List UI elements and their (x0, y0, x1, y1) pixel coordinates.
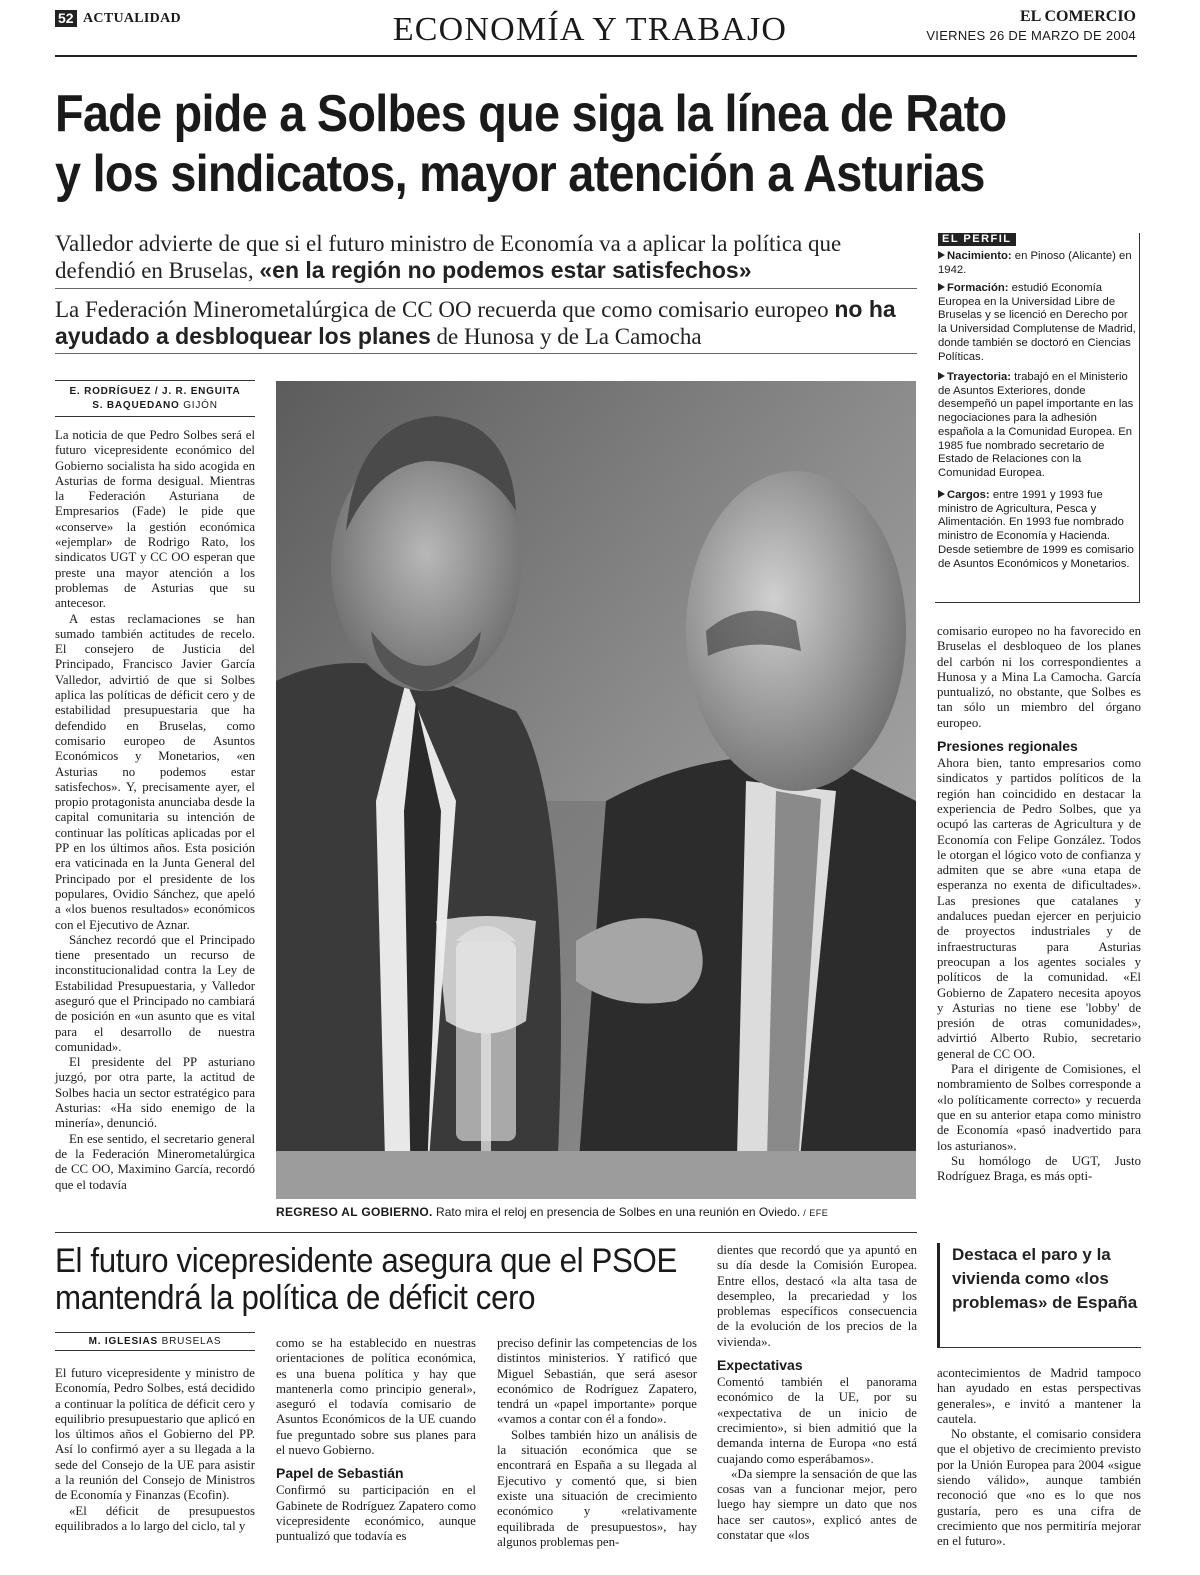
byline-place: BRUSELAS (158, 1336, 222, 1347)
profile-text: entre 1991 y 1993 fue ministro de Agricultura, Pesca y Alimentación. En 1993 fue nombrado ministro de Economía y Hacienda. Desde setiembre de 1999 es comisario de Asuntos Económicos y Monetarios. (938, 489, 1134, 570)
caption-title: REGRESO AL GOBIERNO. (276, 1205, 433, 1219)
profile-label: Formación: (947, 282, 1009, 294)
second-headline: El futuro vicepresidente asegura que el PSOE mantendrá la política de déficit cero (55, 1242, 677, 1317)
main-column-1 (55, 428, 255, 1193)
triangle-bullet-icon (938, 283, 945, 291)
paragraph: preciso definir las competencias de los distintos ministerios. Y ratificó que Miguel Sebastián, que será asesor económico de Rodríguez Zapatero, tendrá un «papel importante» porque «vamos a contar con él a fondo». (497, 1336, 697, 1427)
page-number: 52 (55, 10, 77, 27)
headline-line-1: Fade pide a Solbes que siga la línea de Rato (55, 85, 1007, 143)
header-rule (55, 55, 1137, 57)
subsection-heading: Presiones regionales (937, 738, 1078, 755)
second-column-1 (55, 1366, 255, 1534)
byline-place: GIJÓN (179, 400, 218, 411)
second-column-3 (497, 1336, 697, 1550)
story-divider (55, 1232, 917, 1233)
main-headline (55, 84, 1145, 204)
main-column-4 (937, 624, 1141, 1184)
subhead-divider-2 (55, 353, 917, 354)
photo-credit: / EFE (800, 1208, 829, 1218)
profile-label: Cargos: (947, 489, 990, 501)
paragraph: Para el dirigente de Comisiones, el nombramiento de Solbes corresponde a «lo políticamente correcto» y recuerda que en su anterior etapa como ministro de Economía «pasó inadvertido para los asturianos». (937, 1062, 1141, 1153)
subhead-1-text: Valledor advierte de que si el futuro ministro de Economía va a aplicar la política que defendió en Bruselas, (55, 231, 842, 283)
photo-solbes-rato-icon (276, 381, 916, 1199)
news-photo (276, 381, 916, 1199)
subhead-2 (55, 296, 920, 350)
section-title: ECONOMÍA Y TRABAJO (392, 11, 788, 48)
headline-line-2: y los sindicatos, mayor atención a Asturias (55, 145, 985, 203)
paragraph: La noticia de que Pedro Solbes será el futuro vicepresidente económico del Gobierno socialista ha sido acogida en Asturias de forma desigual. Mientras la Federación Asturiana de Empresarios (Fade) le pide que «conserve» la gestión económica «ejemplar» de Rodrigo Rato, los sindicatos UGT y CC OO esperan que preste una mayor atención a los problemas de Asturias que su antecesor. (55, 428, 255, 611)
subsection-heading: Papel de Sebastián (276, 1465, 404, 1482)
pull-quote: Destaca el paro y la vivienda como «los problemas» de España (952, 1245, 1138, 1312)
paragraph: Confirmó su participación en el Gabinete de Rodríguez Zapatero como vicepresidente económico, aunque puntualizó que todavía es (276, 1483, 476, 1544)
paragraph: A estas reclamaciones se han sumado también actitudes de recelo. El consejero de Justicia del Principado, Francisco Javier García Valledor, advirtió de que si Solbes aplica las políticas de déficit cero y de estabilidad presupuestaria que ha defendido en Bruselas, como comisario europeo de Asuntos Económicos y Monetarios, «en Asturias no podemos estar satisfechos». Y, precisamente ayer, el propio protagonista anunciaba desde la capital comunitaria su intención de continuar las políticas aplicadas por el PP en los últimos años. Esta posición era vaticinada en la Junta General del Principado por el presidente de los populares, Ovidio Sánchez, que apeló a «los buenos resultados» económicos con el Ejecutivo de Aznar. (55, 611, 255, 932)
paragraph: Comentó también el panorama económico de la UE, por su «expectativa de un inicio de crecimiento», si bien admitió que la demanda interna de Europa «no está cuajando como esperábamos». (717, 1375, 917, 1466)
paragraph: comisario europeo no ha favorecido en Bruselas el desbloqueo de los planes del carbón ni los correspondientes a Hunosa y a Mina La Camocha. García puntualizó, no obstante, que Solbes es tan sólo un miembro del órgano europeo. (937, 624, 1141, 730)
paragraph: En ese sentido, el secretario general de la Federación Minerometalúrgica de CC OO, Maximino García, recordó que el todavía (55, 1131, 255, 1192)
profile-item-positions (938, 489, 1138, 571)
subhead-2-text-a: La Federación Minerometalúrgica de CC OO recuerda que como comisario europeo (55, 297, 835, 322)
subhead-divider (55, 288, 917, 289)
subsection-heading: Expectativas (717, 1357, 803, 1374)
profile-item-education (938, 282, 1138, 364)
paragraph: Sánchez recordó que el Principado tiene presentado un recurso de inconstitucionalidad contra la Ley de Estabilidad Presupuestaria, y Valledor aseguró que el Principado no cambiará de posición en «un asunto que es vital para el desarrollo de nuestra comunidad». (55, 932, 255, 1054)
triangle-bullet-icon (938, 490, 945, 498)
profile-text: trabajó en el Ministerio de Asuntos Exteriores, donde desempeñó un papel importante en las negociaciones para la adhesión española a la Comunidad Europea. En 1985 fue nombrado secretario de Estado de Relaciones con la Comunidad Europea. (938, 371, 1134, 479)
triangle-bullet-icon (938, 372, 945, 380)
paragraph: Solbes también hizo un análisis de la situación económica que se encontrará en España a su llegada al Ejecutivo y comentó que, si bien existe una situación de crecimiento económico y «relativamente equilibrada de presupuestos», hay algunos problemas pen- (497, 1427, 697, 1549)
paragraph: como se ha establecido en nuestras orientaciones de política económica, es una buena política y hay que mantenerla como principio general», aseguró el todavía comisario de Asuntos Económicos de la UE cuando fue preguntado sobre sus planes para el nuevo Gobierno. (276, 1336, 476, 1458)
paragraph: No obstante, el comisario considera que el objetivo de crecimiento previsto por la Unión Europea para 2004 «sigue siendo válido», aunque también reconoció que «no es lo que nos gustaría, pero es una cifra de crecimiento que nos permitiría mejorar en el futuro». (937, 1427, 1141, 1549)
paragraph: El futuro vicepresidente y ministro de Economía, Pedro Solbes, está decidido a continuar la política de déficit cero y equilibrio presupuestario que aplicó en los últimos años el Gobierno del PP. Así lo confirmó ayer a su llegada a la sede del Consejo de la UE para asistir a la reunión del Consejo de Ministros de Economía y Finanzas (Ecofin). (55, 1366, 255, 1503)
byline-rule-bottom (55, 416, 255, 417)
byline-author-2: S. BAQUEDANO (92, 400, 180, 411)
pull-quote-box (937, 1243, 1141, 1348)
byline-rule-top (55, 1332, 255, 1333)
paragraph: «Da siempre la sensación de que las cosas van a funcionar mejor, pero luego hay siempre un dato que nos hace ser cautos», explicó antes de constatar que «los (717, 1466, 917, 1543)
profile-text: estudió Economía Europea en la Universidad Libre de Bruselas y se licenció en Derecho por la Universidad Complutense de Madrid, donde también se doctoró en Ciencias Políticas. (938, 282, 1136, 363)
second-column-2 (276, 1336, 476, 1545)
profile-label: Nacimiento: (947, 250, 1012, 262)
photo-caption (276, 1205, 916, 1220)
second-column-5 (937, 1366, 1141, 1550)
paragraph: Su homólogo de UGT, Justo Rodríguez Braga, es más opti- (937, 1153, 1141, 1184)
second-column-4 (717, 1243, 917, 1543)
section-label: ACTUALIDAD (83, 11, 181, 26)
paragraph: «El déficit de presupuestos equilibrados a lo largo del ciclo, tal y (55, 1503, 255, 1533)
subhead-1 (55, 230, 920, 284)
caption-text: Rato mira el reloj en presencia de Solbes en una reunión en Oviedo. (432, 1205, 801, 1219)
subhead-1-quote: «en la región no podemos estar satisfechos» (259, 257, 752, 283)
profile-text: en Pinoso (Alicante) en 1942. (938, 250, 1132, 276)
paragraph: dientes que recordó que ya apuntó en su día desde la Comisión Europea. Entre ellos, destacó «la alta tasa de desempleo, la precariedad y los problemas específicos consecuencia de la evolución de los precios de la vivienda». (717, 1243, 917, 1349)
issue-date: VIERNES 26 DE MARZO DE 2004 (926, 28, 1136, 43)
byline-rule-bottom (55, 1350, 255, 1351)
profile-item-career (938, 371, 1138, 481)
subhead-2-text-b: de Hunosa y de La Camocha (430, 324, 702, 349)
paragraph: acontecimientos de Madrid tampoco han ayudado en estas perspectivas generales», e invitó a mantener la cautela. (937, 1366, 1141, 1426)
byline-2 (55, 1335, 255, 1349)
profile-item-birth (938, 250, 1138, 277)
profile-tag: EL PERFIL (938, 233, 1016, 246)
paragraph: El presidente del PP asturiano juzgó, por otra parte, la actitud de Solbes hacia un sector estratégico para Asturias: «Ha sido enemigo de la minería», denunció. (55, 1055, 255, 1131)
newspaper-name: EL COMERCIO (1019, 8, 1136, 25)
byline-rule-top (55, 380, 255, 381)
byline (55, 385, 255, 413)
byline-author: M. IGLESIAS (88, 1336, 159, 1347)
triangle-bullet-icon (938, 251, 945, 259)
byline-authors: E. RODRÍGUEZ / J. R. ENGUITA (69, 386, 241, 397)
paragraph: Ahora bien, tanto empresarios como sindicatos y partidos políticos de la región han coincidido en destacar la experiencia de Pedro Solbes, que ya ocupó las carteras de Agricultura y de Economía con Felipe González. Todos le otorgan el lógico voto de confianza y admiten que se abre «una etapa de esperanza no exenta de dificultades». Las presiones que catalanes y andaluces puedan ejercer en perjuicio de proyectos industriales y de infraestructuras para Asturias preocupan a los agentes sociales y políticos de la comunidad. «El Gobierno de Zapatero necesita apoyos y Asturias no tiene ese 'lobby' de presión de otras comunidades», advirtió Alberto Rubio, secretario general de CC OO. (937, 756, 1141, 1061)
subhead-2-emphasis: no ha ayudado a desbloquear los planes (55, 296, 896, 349)
profile-label: Trayectoria: (947, 371, 1012, 383)
